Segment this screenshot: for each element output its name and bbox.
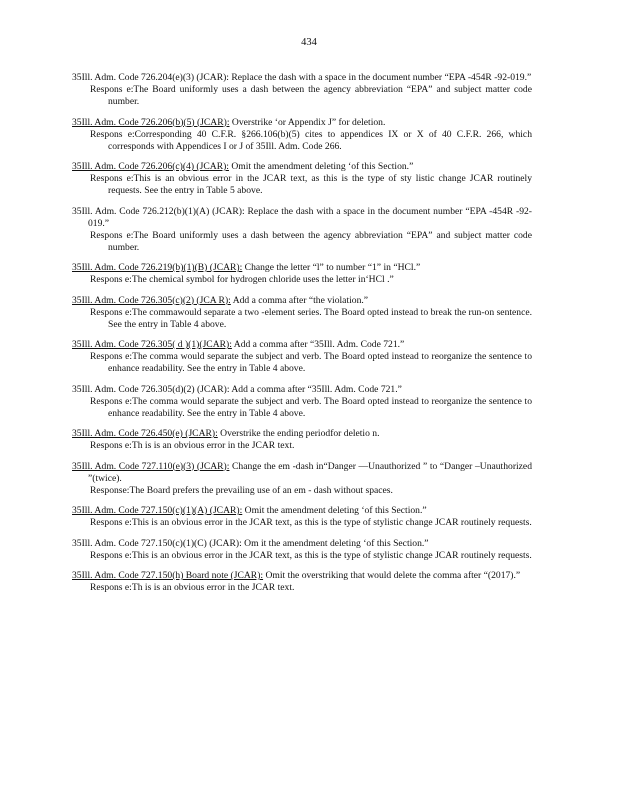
entry-5 (72, 262, 532, 286)
response-text: Corresponding 40 C.F.R. §266.106(b)(5) cites to appendices IX or X of 40 C.F.R. 266, which corresponds with Appendices I or J of 35Ill. Adm. Code 266. (108, 128, 532, 152)
response (72, 230, 532, 254)
entry-7 (72, 339, 532, 375)
citation-ref: 35Ill. Adm. Code 726.206(b)(5) (JCAR): (72, 116, 230, 128)
citation-ref: 35Ill. Adm. Code 727.110(e)(3) (JCAR): (72, 460, 230, 472)
response-label: Respons e: (90, 128, 135, 140)
citation (72, 339, 532, 351)
response-label: Respons e: (90, 274, 132, 285)
response-label: Respons e: (90, 84, 134, 95)
response (72, 274, 532, 286)
response-text: Th is is an obvious error in the JCAR text. (131, 440, 295, 451)
citation-text: Add a comma after “the violation.” (230, 294, 369, 306)
citation-text: Add a comma after “35Ill. Adm. Code 721.” (229, 383, 402, 395)
response (72, 550, 532, 562)
citation-text: Overstrike ‘or Appendix J” for deletion. (229, 116, 386, 128)
response-label: Response: (90, 484, 130, 496)
entry-2 (72, 117, 532, 153)
entry-10 (72, 461, 532, 497)
citation-text: Overstrike the ending periodfor deletio n. (217, 428, 380, 439)
citation (72, 538, 532, 550)
citation (72, 295, 532, 307)
response-label: Respons e: (90, 229, 134, 241)
citation (72, 206, 532, 230)
citation-ref: 35Ill. Adm. Code 726.212(b)(1)(A) (JCAR): (72, 205, 245, 217)
response-text: The Board uniformly uses a dash between the agency abbreviation “EPA” and subject matter code number. (108, 229, 532, 253)
citation-ref: 35Ill. Adm. Code 726.219(b)(1)(B) (JCAR): (72, 262, 243, 273)
citation-ref: 35Ill. Adm. Code 727.150(h) Board note (JCAR): (72, 570, 264, 581)
response (72, 485, 532, 497)
response-text: The comma would separate the subject and verb. The Board opted instead to reorganize the sentence to enhance readability. See the entry in Table 4 above. (108, 351, 533, 374)
citation-text: Om it the amendment deleting ‘of this Section.” (241, 537, 429, 549)
citation (72, 117, 532, 129)
citation-text: Change the letter “l” to number “1” in “HCl.” (242, 262, 421, 273)
entry-9 (72, 428, 532, 452)
entry-11 (72, 505, 532, 529)
entry-12 (72, 538, 532, 562)
response-label: Respons e: (90, 517, 132, 528)
response-label: Respons e: (90, 173, 134, 184)
response (72, 351, 532, 375)
citation-ref: 35Ill. Adm. Code 726.305( d )(1)(JCAR): (72, 339, 232, 350)
response-text: The Board uniformly uses a dash between the agency abbreviation “EPA” and subject matter code number. (108, 84, 532, 107)
response-label: Respons e: (90, 306, 132, 318)
citation-ref: 35Ill. Adm. Code 726.450(e) (JCAR): (72, 428, 218, 439)
response-label: Respons e: (90, 582, 132, 593)
response-label: Respons e: (90, 395, 133, 407)
citation-text: Omit the overstriking that would delete the comma after “(2017).” (263, 570, 521, 581)
entry-1 (72, 72, 532, 108)
response (72, 582, 532, 594)
citation-text: Replace the dash with a space in the document number “EPA -454R -92-019.” (88, 205, 532, 229)
citation (72, 570, 532, 582)
response-text: This is an obvious error in the JCAR text, as this is the type of stylistic change JCAR routinely requests. (131, 517, 532, 528)
response-text: This is an obvious error in the JCAR text, as this is the type of sty listic change JCAR routinely requests. See the entry in Table 5 above. (108, 173, 532, 196)
citation-ref: 35Ill. Adm. Code 727.150(c)(1)(C) (JCAR): (72, 537, 242, 549)
response (72, 129, 532, 153)
citation (72, 505, 532, 517)
response (72, 173, 532, 197)
citation (72, 384, 532, 396)
response-text: The chemical symbol for hydrogen chloride uses the letter in‘HCl .” (131, 274, 394, 285)
response-text: Th is is an obvious error in the JCAR text. (131, 582, 295, 593)
response-text: The Board prefers the prevailing use of an em - dash without spaces. (129, 484, 393, 496)
response (72, 440, 532, 452)
response (72, 396, 532, 420)
response-label: Respons e: (90, 440, 132, 451)
response (72, 517, 532, 529)
citation-text: Replace the dash with a space in the document number “EPA -454R -92-019.” (228, 72, 532, 83)
citation-text: Omit the amendment deleting ‘of this Section.” (242, 505, 427, 516)
entry-8 (72, 384, 532, 420)
citation-ref: 35Ill. Adm. Code 727.150(c)(1)(A) (JCAR): (72, 505, 243, 516)
entry-3 (72, 161, 532, 197)
entry-4 (72, 206, 532, 254)
citation (72, 461, 532, 485)
citation (72, 161, 532, 173)
response (72, 307, 532, 331)
response-text: The comma would separate the subject and verb. The Board opted instead to reorganize the sentence to enhance readability. See the entry in Table 4 above. (108, 395, 533, 419)
response-text: This is an obvious error in the JCAR text, as this is the type of stylistic change JCAR routinely requests. (131, 549, 532, 561)
citation (72, 428, 532, 440)
page-number: 434 (301, 37, 317, 48)
citation-ref: 35Ill. Adm. Code 726.204(e)(3) (JCAR): (72, 72, 229, 83)
response (72, 84, 532, 108)
citation-text: Change the em -dash in“Danger —Unauthorized ” to “Danger –Unauthorized ”(twice). (88, 460, 532, 484)
response-label: Respons e: (90, 549, 132, 561)
citation (72, 72, 532, 84)
citation-ref: 35Ill. Adm. Code 726.305(c)(2) (JCA R): (72, 294, 231, 306)
entry-6 (72, 295, 532, 331)
citation-text: Add a comma after “35Ill. Adm. Code 721.” (231, 339, 405, 350)
citation-ref: 35Ill. Adm. Code 726.206(c)(4) (JCAR): (72, 161, 229, 172)
citation-text: Omit the amendment deleting ‘of this Section.” (228, 161, 414, 172)
entry-13 (72, 570, 532, 594)
citation-ref: 35Ill. Adm. Code 726.305(d)(2) (JCAR): (72, 383, 230, 395)
response-text: The commawould separate a two -element series. The Board opted instead to break the run-on sentence. See the entry in Table 4 above. (108, 306, 532, 330)
citation (72, 262, 532, 274)
comment-response-list (72, 72, 532, 603)
response-label: Respons e: (90, 351, 133, 362)
